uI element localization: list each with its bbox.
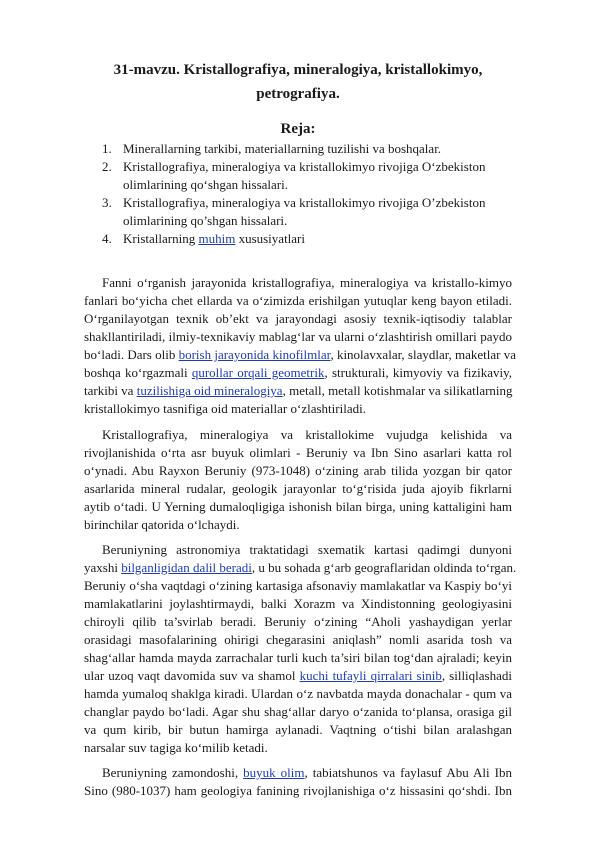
- plan-item-text: Kristallografiya, mineralogiya va kristallokimyo rivojiga O‘zbekiston: [123, 159, 486, 174]
- plan-item-4: [102, 230, 522, 248]
- text-part: , tabiatshunos va faylasuf Abu Ali Ibn: [304, 765, 512, 780]
- text-line: orasidagi masofalarining ohirigi chegarasini aniqlash” nomli asarida tosh va: [84, 632, 512, 647]
- text-part: , silliqlashadi: [441, 668, 512, 683]
- link-mineralogiya[interactable]: tuzilishiga oid mineralogiya: [136, 383, 283, 398]
- text-line: shakllantiriladi, ilmiy-texnikaviy mablag‘lar va ularni o‘zlashtirish omillari paydo: [84, 329, 512, 344]
- text-line: birinchilar qatorida o‘lchaydi.: [84, 517, 240, 532]
- text-line: o‘ynadi. Abu Rayxon Beruniy (973-1048) o‘zining arab tilida yozgan bir qator: [84, 463, 512, 478]
- plan-item-1: [102, 140, 522, 158]
- text-part: tarkibi va: [84, 383, 137, 398]
- plan-item-text: Minerallarning tarkibi, materiallarning tuzilishi va boshqalar.: [123, 141, 442, 156]
- paragraph-3: [84, 541, 517, 757]
- text-part: boshqa ko‘rgazmali: [84, 365, 192, 380]
- text-part: ular uzoq vaqt davomida suv va shamol: [84, 668, 300, 683]
- text-line: hamda yumaloq shaklga kiradi. Ulardan o‘z navbatda mayda donachalar - qum va: [84, 686, 512, 701]
- paragraph-4: [84, 764, 512, 800]
- link-buyuk-olim[interactable]: buyuk olim: [243, 765, 305, 780]
- page-title: [60, 58, 536, 106]
- paragraph-2: [84, 426, 512, 534]
- text-line: aytib o‘tadi. U Yerning dumaloqligiga ishonish bilan birga, uning kattaligini ham: [84, 499, 512, 514]
- text-line: fanlari bo‘yicha chet ellarda va o‘zimizda erishilgan yutuqlar keng bayon etiladi.: [84, 293, 512, 308]
- text-line: Sino (980-1037) ham geologiya fanining rivojlanishiga o‘z hissasini qo‘shdi. Ibn: [84, 783, 512, 798]
- text-line: narsalar suv tagiga ko‘milib ketadi.: [84, 740, 268, 755]
- text-part: bo‘ladi. Dars olib: [84, 347, 179, 362]
- text-line: [84, 559, 517, 577]
- text-part: , u bu sohada g‘arb geograflaridan oldinda to‘rgan.: [251, 560, 517, 575]
- text-line: [84, 764, 512, 782]
- text-line: rivojlanishida o‘rta asr buyuk olimlari - Beruniy va Ibn Sino asarlari katta rol: [84, 445, 512, 460]
- plan-item-number: 2.: [102, 159, 112, 174]
- link-dalil-beradi[interactable]: bilganligidan dalil beradi: [121, 560, 252, 575]
- plan-item-text: [123, 230, 522, 248]
- link-kinofilmlar[interactable]: borish jarayonida kinofilmlar: [178, 347, 331, 362]
- plan-item-text: olimlarining qo‘shgan hissalari.: [123, 177, 289, 192]
- plan-item-text-part: xususiyatlari: [235, 231, 305, 246]
- plan-list: [102, 140, 522, 248]
- plan-item-number: 4.: [102, 231, 112, 246]
- link-geometrik[interactable]: qurollar orqali geometrik: [191, 365, 325, 380]
- plan-item-text: olimlarining qo’shgan hissalari.: [123, 213, 288, 228]
- text-line: [84, 667, 512, 685]
- link-muhim[interactable]: muhim: [198, 231, 236, 246]
- text-line: va qum kirib, bir butun hamirga aylanadi. Vaqtning o‘tishi bilan aralashgan: [84, 722, 512, 737]
- plan-item-number: 1.: [102, 141, 112, 156]
- plan-item-text: Kristallografiya, mineralogiya va kristallokimyo rivojiga O’zbekiston: [123, 195, 486, 210]
- plan-item-number: 3.: [102, 195, 112, 210]
- text-part: , strukturali, kimyoviy va fizikaviy,: [324, 365, 512, 380]
- text-line: Kristallografiya, mineralogiya va kristallokime vujudga kelishida va: [102, 427, 512, 442]
- text-line: chiroyli qilib ta’svirlab beradi. Beruniy o‘zining “Aholi yashaydigan yerlar: [84, 614, 512, 629]
- text-part: yaxshi: [84, 560, 122, 575]
- text-line: asarlarida mineral rudalar, geologik jarayonlar to‘g‘risida juda ajoyib fikrlarni: [84, 481, 512, 496]
- text-part: , kinolavxalar, slaydlar, maketlar va: [330, 347, 517, 362]
- text-part: Beruniyning zamondoshi,: [102, 765, 244, 780]
- text-part: , metall, metall kotishmalar va silikatlarning: [282, 383, 513, 398]
- title-line-1: 31-mavzu. Kristallografiya, mineralogiya, kristallokimyo,: [113, 62, 483, 78]
- title-line-2: petrografiya.: [256, 86, 340, 102]
- plan-item-text-part: Kristallarning: [123, 231, 199, 246]
- paragraph-1: [84, 274, 517, 418]
- link-qirralari-sinib[interactable]: kuchi tufayli qirralari sinib: [299, 668, 442, 683]
- text-line: Beruniy o‘sha vaqtdagi o‘zining kartasiga afsonaviy mamlakatlar va Kaspiy bo‘yi: [84, 578, 512, 593]
- plan-item-3: [102, 194, 522, 230]
- text-line: shag‘allar hamda mayda zarrachalar turli kuch ta’siri bilan tog‘dan ajraladi; keyin: [84, 650, 512, 665]
- text-line: O‘rganilayotgan texnik ob’ekt va jarayondagi asosiy texnik-iqtisodiy talablar: [84, 311, 512, 326]
- text-line: changlar paydo bo‘ladi. Agar shu shag‘allar daryo o‘zanida to‘plansa, orasiga gil: [84, 704, 512, 719]
- plan-heading: Reja:: [280, 121, 316, 137]
- text-line: [84, 382, 512, 400]
- text-line: Beruniyning astronomiya traktatidagi sxematik kartasi qadimgi dunyoni: [102, 542, 512, 557]
- text-line: mamlakatlarini joylashtirmaydi, balki Xorazm va Xindistonning geologiyasini: [84, 596, 512, 611]
- text-line: kristallokimyo tasnifiga oid materiallar o‘zlashtiriladi.: [84, 401, 366, 416]
- text-line: [84, 364, 512, 382]
- text-line: [84, 346, 517, 364]
- plan-item-2: [102, 158, 522, 194]
- text-line: Fanni o‘rganish jarayonida kristallografiya, mineralogiya va kristallo-kimyo: [102, 275, 512, 290]
